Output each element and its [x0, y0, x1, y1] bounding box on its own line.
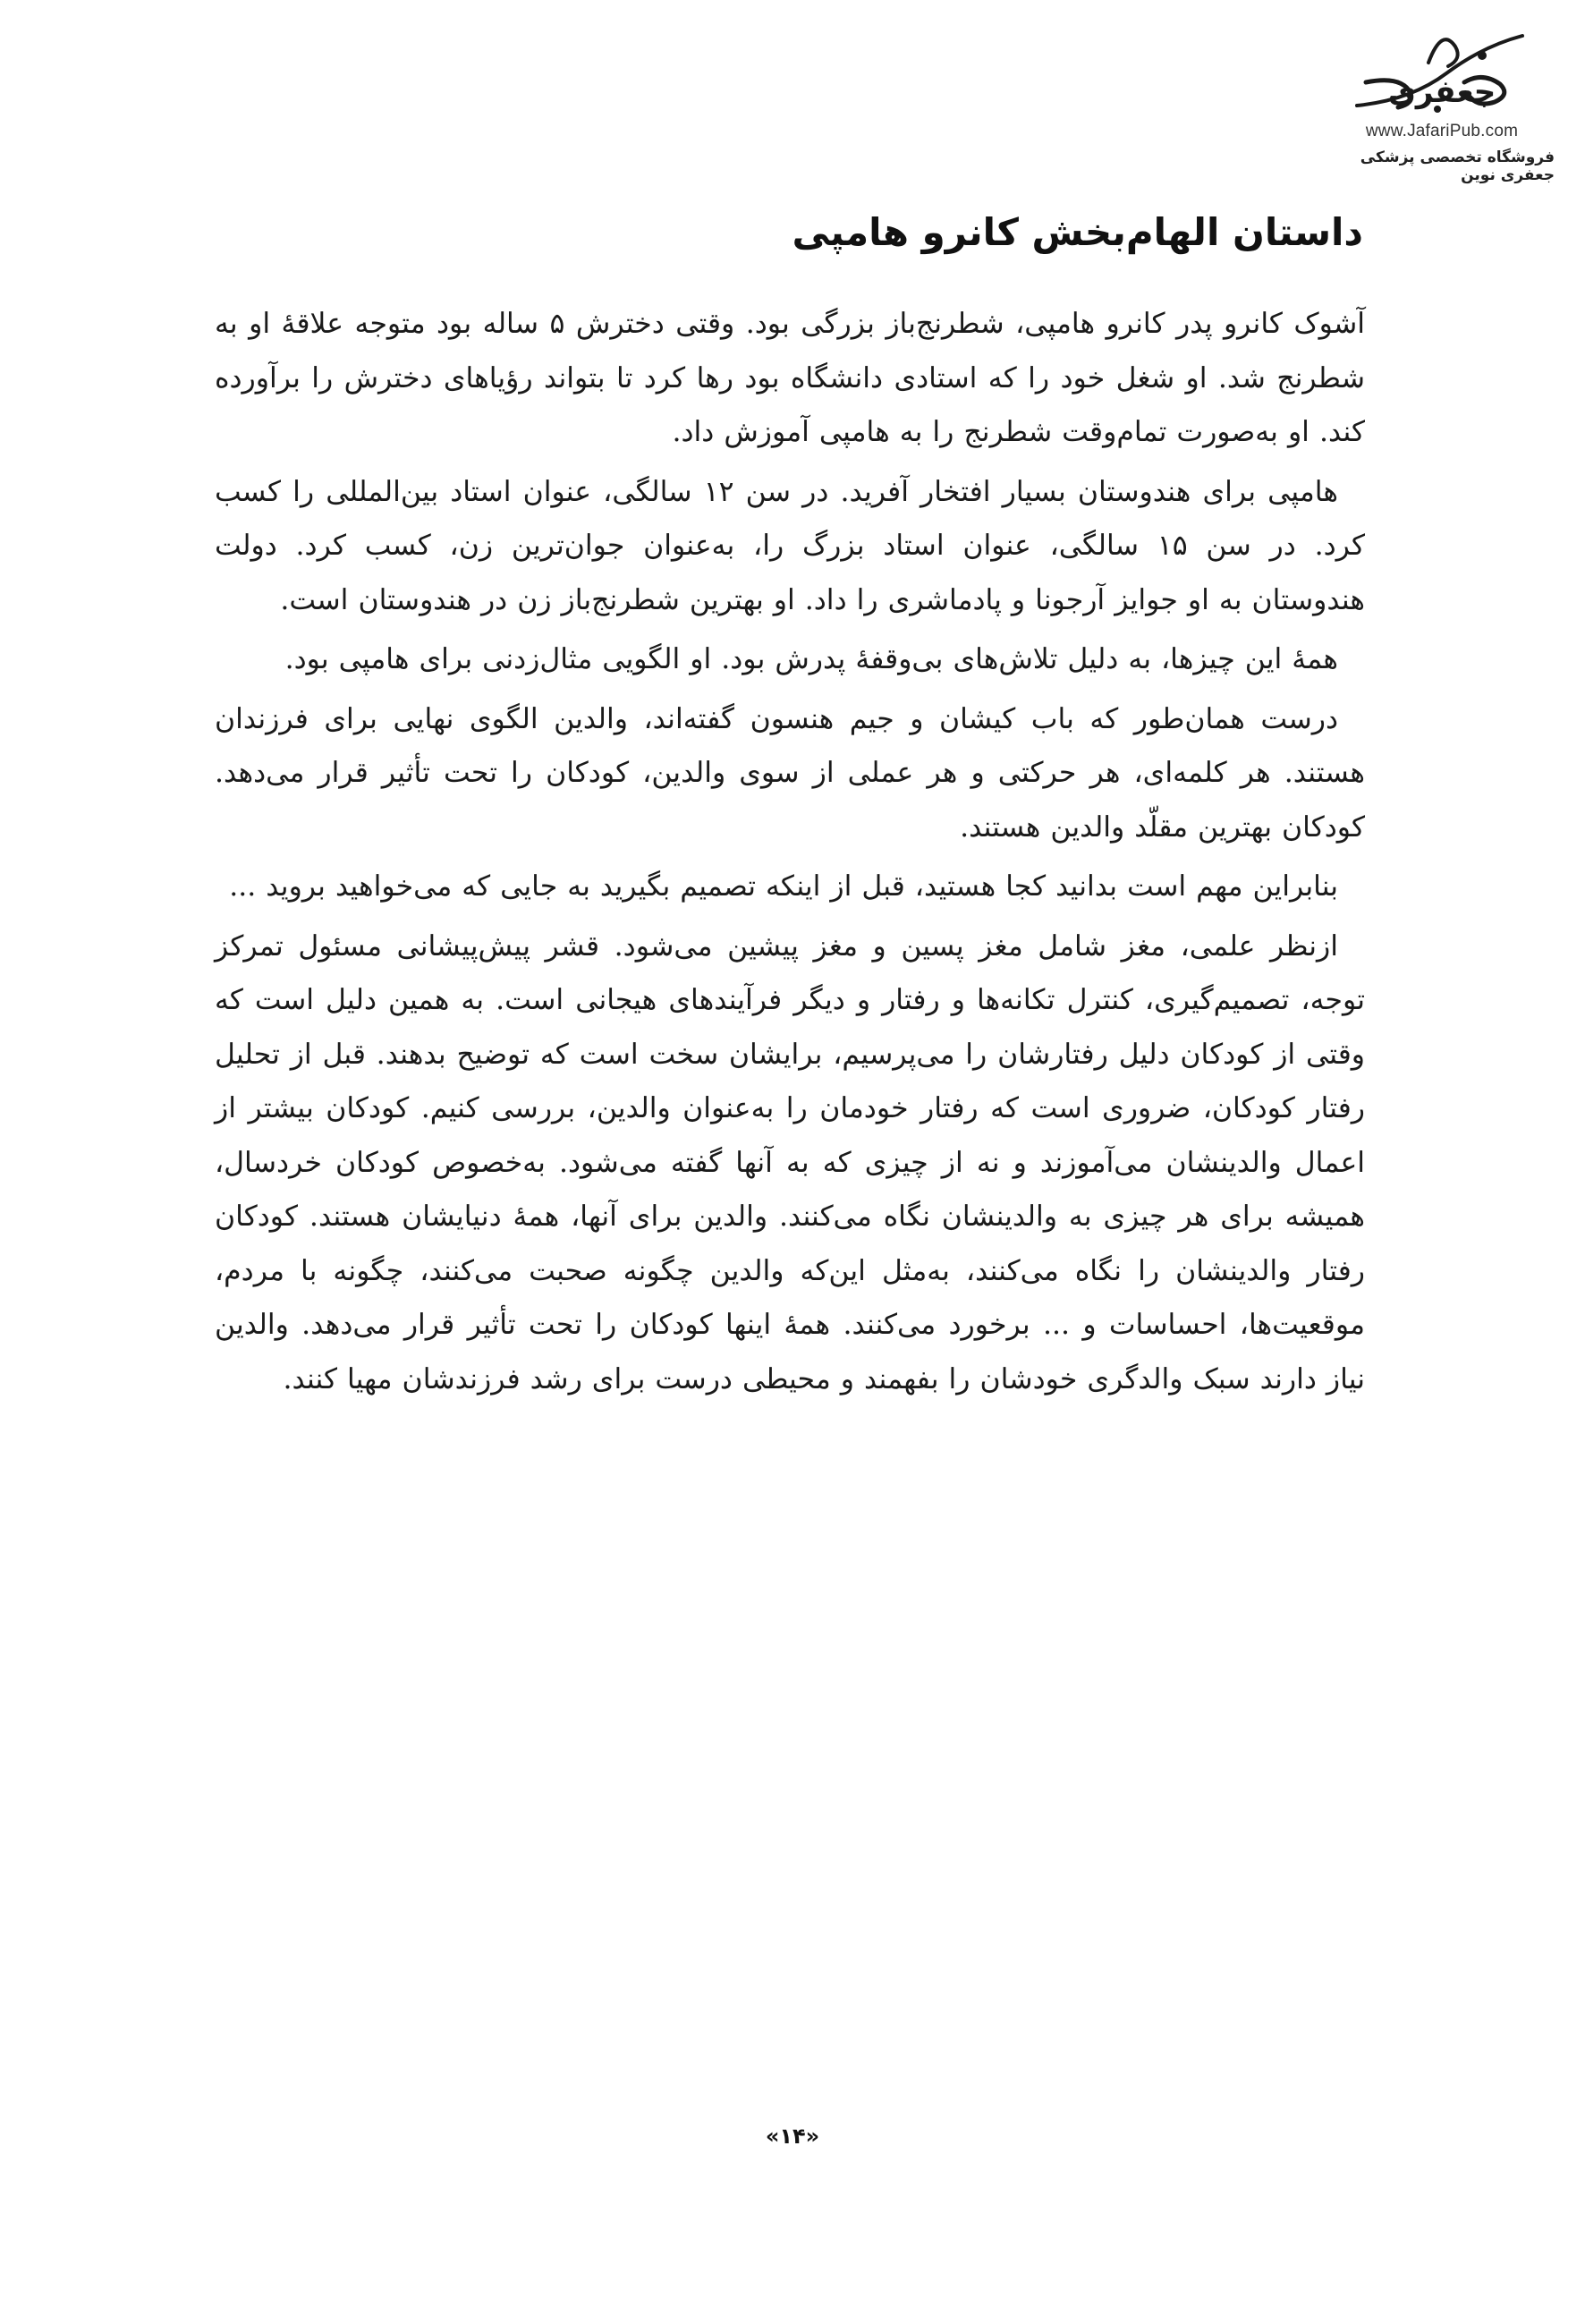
- article-title: داستان الهام‌بخش کانرو هامپی: [792, 210, 1363, 254]
- publisher-logo-icon: [1348, 20, 1536, 120]
- publisher-name: فروشگاه تخصصی پزشکی جعفری نوین: [1360, 148, 1555, 184]
- paragraph-6: ازنظر علمی، مغز شامل مغز پسین و مغز پیشین می‌شود. قشر پیش‌پیشانی مسئول تمرکز توجه، تصمیم‌گیری، کنترل تکانه‌ها و رفتار و دیگر فرآیندهای هیجانی است. به همین دلیل است که وقتی از کودکان دلیل رفتارشان را می‌پرسیم، برایشان سخت است که توضیح بدهند. قبل از تحلیل رفتار کودکان، ضروری است که رفتار خودمان را به‌عنوان والدین، بررسی کنیم. کودکان بیشتر از اعمال والدینشان می‌آموزند و نه از چیزی که به آنها گفته می‌شود. به‌خصوص کودکان خردسال، همیشه برای هر چیزی به والدینشان نگاه می‌کنند. والدین برای آنها، همهٔ دنیایشان هستند. کودکان رفتار والدینشان را نگاه می‌کنند، به‌مثل این‌که والدین چگونه صحبت می‌کنند، چگونه با مردم، موقعیت‌ها، احساسات و ... برخورد می‌کنند. همهٔ اینها کودکان را تحت تأثیر قرار می‌دهد. والدین نیاز دارند سبک والدگری خودشان را بفهمند و محیطی درست برای رشد فرزندشان مهیا کنند.: [215, 929, 1365, 1395]
- publisher-header: [1326, 20, 1558, 184]
- paragraph-3: همهٔ این چیزها، به دلیل تلاش‌های بی‌وقفهٔ پدرش بود. او الگویی مثال‌زدنی برای هامپی بود.: [284, 643, 1338, 675]
- publisher-url: www.JafariPub.com: [1365, 122, 1519, 140]
- paragraph-2: هامپی برای هندوستان بسیار افتخار آفرید. در سن ۱۲ سالگی، عنوان استاد بین‌المللی را کسب کرد. در سن ۱۵ سالگی، عنوان استاد بزرگ را، به‌عنوان جوان‌ترین زن، کسب کرد. دولت هندوستان به او جوایز آرجونا و پادماشری را داد. او بهترین شطرنج‌باز زن در هندوستان است.: [215, 475, 1365, 616]
- paragraph-5: بنابراین مهم است بدانید کجا هستید، قبل از اینکه تصمیم بگیرید به جایی که می‌خواهید بروید ...: [229, 870, 1338, 903]
- logo-wordmark: جعفری: [1387, 74, 1496, 110]
- paragraph-1: آشوک کانرو پدر کانرو هامپی، شطرنج‌باز بزرگی بود. وقتی دخترش ۵ ساله بود متوجه علاقهٔ او به شطرنج شد. او شغل خود را که استادی دانشگاه بود رها کرد تا بتواند رؤیاهای دخترش را برآورده کند. او به‌صورت تمام‌وقت شطرنج را به هامپی آموزش داد.: [215, 308, 1365, 448]
- article: [215, 206, 1365, 1412]
- paragraph-4: درست همان‌طور که باب کیشان و جیم هنسون گفته‌اند، والدین الگوی نهایی برای فرزندان هستند. هر کلمه‌ای، هر حرکتی و هر عملی از سوی والدین، کودکان را تحت تأثیر قرار می‌دهد. کودکان بهترین مقلّد والدین هستند.: [215, 702, 1365, 844]
- page-number: «۱۴»: [765, 2124, 820, 2149]
